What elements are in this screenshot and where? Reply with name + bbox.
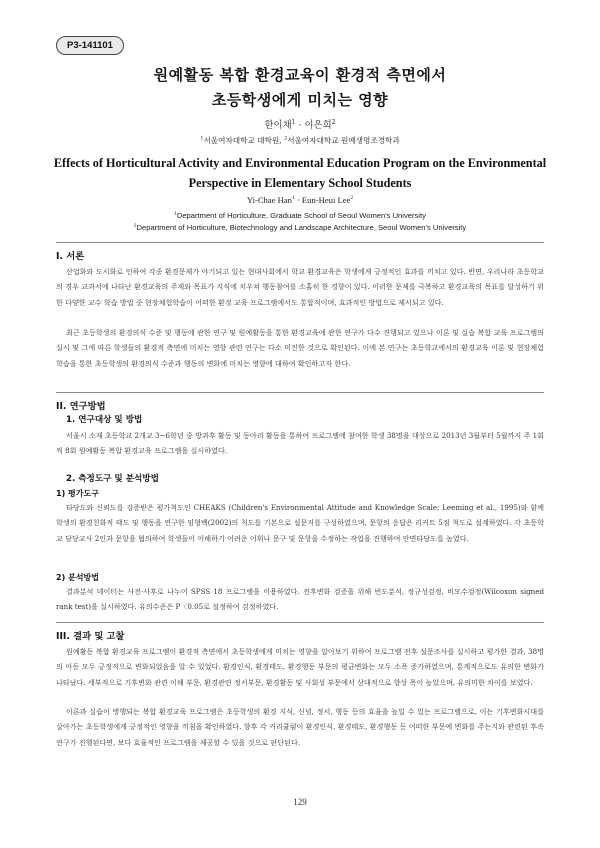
affil-ko-2: 서울여자대학교 원예생명조경학과 <box>287 136 400 145</box>
affil-ko-sup-2: 2 <box>284 135 288 142</box>
author-2-ko-sup: 2 <box>331 118 336 126</box>
subheading-measurement-and-analysis: 2. 측정도구 및 분석방법 <box>66 474 159 484</box>
author-2-en-sup: 2 <box>350 195 354 202</box>
affil-en-1-text: Department of Horticulture, Graduate School of Seoul Women's University <box>176 211 426 220</box>
affiliation-korean <box>0 135 600 146</box>
affil-en-2-text: Department of Horticulture, Biotechnology and Landscape Architecture, Seoul Women's University <box>136 223 467 232</box>
methods-evaluation-tool-paragraph: 타당도와 신뢰도를 검증받은 평가척도인 CHEAKS (Children's Environmental Attitude and Knowledge Scale; Leeming et al., 1995)와 함께 학생의 환경친화적 태도 및 행동을 연구한 임형백(2002)의 척도를 기본으로 설문지를 구성하였으며, 문항의 응답은 리커트 5점 척도로 설계하였다. 각 초등학교 담당교사 2인과 문항을 협의하여 학생들이 이해하기 어려운 어휘나 문구 및 문항을 수정하는 작업을 진행하여 안면타당도를 높였다. <box>56 503 544 543</box>
intro-paragraph-2: 최근 초등학생의 환경의식 수준 및 행동에 관한 연구 및 원예활동을 통한 환경교육에 관한 연구가 다수 진행되고 있으나 이론 및 실습 복합 교육 프로그램의 실시 및 그에 따른 학생들의 환경적 측면에 미치는 영향 관련 연구는 다소 미진한 것으로 확인된다. 이에 본 연구는 초등학교에서의 환경교육 이론 및 현장체험학습을 통한 초등학생의 환경의식 수준과 행동의 변화에 미치는 영향에 대하여 확인하고자 한다. <box>56 328 544 368</box>
methods-analysis-paragraph: 결과분석 데이터는 사전·사후로 나누어 SPSS 18 프로그램을 이용하였다. 전후변화 검증을 위해 빈도분석, 정규성검정, 비모수검정(Wilcoxon signed rank test)을 실시하였다. 유의수준은 P〈0.05로 설정하여 검정하였다. <box>56 587 544 612</box>
divider-results <box>56 622 544 623</box>
page-number: 129 <box>293 797 307 807</box>
author-separator-ko: · <box>295 120 305 131</box>
affil-en-2-sup: 2 <box>133 223 137 229</box>
divider-top <box>56 242 544 243</box>
author-1-en-sup: 1 <box>291 195 295 202</box>
authors-korean <box>0 117 600 131</box>
affil-ko-1: 서울여자대학교 대학원, <box>203 136 285 145</box>
subheading-subjects-and-methods: 1. 연구대상 및 방법 <box>66 415 143 425</box>
affiliation-english-2 <box>0 223 600 232</box>
poster-code-badge: P3-141101 <box>56 36 124 55</box>
section-heading-methods: II. 연구방법 <box>56 401 106 412</box>
intro-paragraph-1: 산업화와 도시화로 인하여 각종 환경문제가 야기되고 있는 현대사회에서 학교 환경교육은 학생에게 긍정적인 효과를 끼치고 있다. 반면, 우리나라 초등학교의 경우 교과서에 나타난 환경교육의 주제와 목표가 지식에 치우쳐 행동참여를 소홀히 한 경향이 있다. 이러한 문제를 극복하고 환경교육의 목표를 달성하기 위한 다양한 교수 학습 방법 중 현장체험학습이 어떠한 환경 교육 프로그램에서도 통합적이며, 효과적인 방법으로 제시되고 있다. <box>56 267 544 307</box>
authors-english <box>0 195 600 205</box>
subheading-evaluation-tool: 1) 평가도구 <box>56 489 99 498</box>
author-separator-en: · <box>294 195 302 205</box>
title-korean-line-1: 원예활동 복합 환경교육이 환경적 측면에서 <box>153 66 447 84</box>
author-2-en: Eun-Heui Lee <box>301 195 351 205</box>
results-paragraph-2: 이론과 실습이 병행되는 복합 환경교육 프로그램은 초등학생의 환경 지식, 신념, 정서, 행동 등의 효율을 높일 수 있는 프로그램으로, 이는 기후변화시대를 살아가는 초등학생에게 긍정적인 영향을 끼침을 확인하였다. 향후 각 커리큘럼이 환경인식, 환경태도, 환경행동 등 어떠한 부문에 변화를 주는지와 관련된 후속연구가 진행된다면, 보다 효율적인 프로그램을 제공할 수 있을 것으로 판단된다. <box>56 707 544 747</box>
methods-subjects-paragraph: 서울시 소재 초등학교 2개교 3~6학년 중 방과후 활동 및 동아리 활동을 통하여 프로그램에 참여한 학생 38명을 대상으로 2013년 3월부터 5월까지 주 1회씩 8회 원예활동 복합 환경교육 프로그램을 실시하였다. <box>56 431 544 456</box>
title-english: Effects of Horticultural Activity and Environmental Education Program on the Environmental Perspective in Elementary School Students <box>53 156 547 190</box>
affil-ko-sup-1: 1 <box>200 135 204 142</box>
divider-methods <box>56 392 544 393</box>
affil-en-1-sup: 1 <box>174 211 177 217</box>
section-heading-introduction: I. 서론 <box>56 251 85 262</box>
author-1-en: Yi-Chae Han <box>246 195 292 205</box>
author-2-ko: 이은희 <box>304 120 332 131</box>
subheading-analysis-method: 2) 분석방법 <box>56 573 99 582</box>
section-heading-results: III. 결과 및 고찰 <box>56 631 125 642</box>
results-paragraph-1: 원예활동 복합 환경교육 프로그램이 환경적 측면에서 초등학생에게 미치는 영향을 알아보기 위하여 프로그램 전후 설문조사를 실시하고 평가한 결과, 38명의 아동 모두 긍정적으로 변화되었음을 알 수 있었다. 환경인식, 환경태도, 환경행동 부문의 평균변화는 모두 소폭 증가하였으며, 통계적으로도 유의한 변화가 나타났다. 세부적으로 기후변화 관련 이해 부문, 환경관련 정서부문, 환경활동 및 사회성 부문에서 상대적으로 향상 폭이 높았으며, 유의미한 차이를 보였다. <box>56 647 544 687</box>
title-korean-line-2: 초등학생에게 미치는 영향 <box>211 91 389 109</box>
affiliation-english-1 <box>0 211 600 220</box>
author-1-ko: 한이채 <box>264 120 292 131</box>
author-1-ko-sup: 1 <box>291 118 296 126</box>
